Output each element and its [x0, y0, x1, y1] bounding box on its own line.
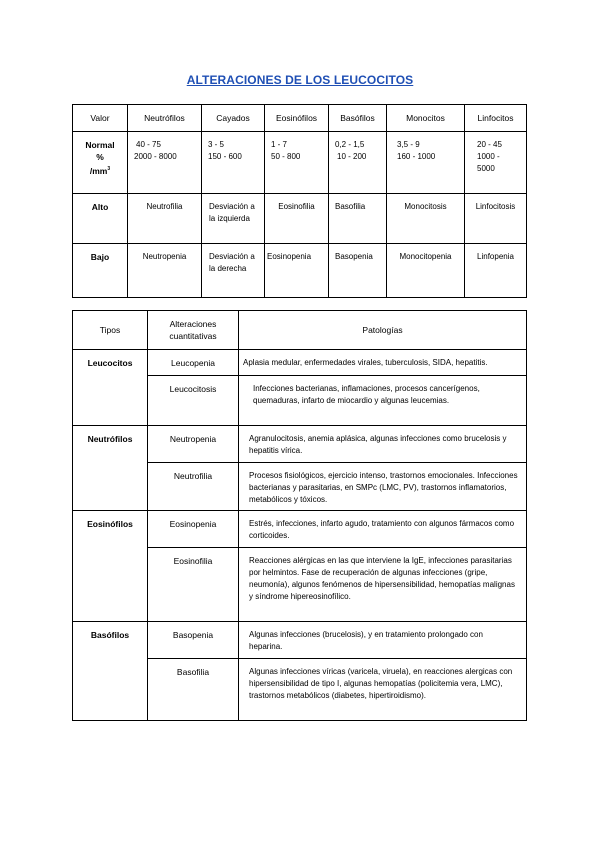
type-cell: [73, 376, 148, 426]
alteration-cell: Basofilia: [148, 659, 239, 721]
column-header: Neutrófilos: [128, 105, 202, 132]
type-cell: [73, 463, 148, 511]
alteration-cell: Neutrofilia: [148, 463, 239, 511]
type-cell: [73, 659, 148, 721]
cell-monocitos-normal: 3,5 - 9 160 - 1000: [387, 132, 465, 194]
cell-basofilos-normal: 0,2 - 1,5 10 - 200: [329, 132, 387, 194]
cell-neutrofilos-bajo: Neutropenia: [128, 244, 202, 298]
table-row: [73, 659, 527, 721]
alteration-cell: Eosinofilia: [148, 548, 239, 622]
pathology-cell: Reacciones alérgicas en las que interviene la IgE, infecciones parasitarias por helmintos. Fase de recuperación de algunas infecciones (gripe, neumonía), algunos fenómenos de hipersensibilidad, hemopatías malignas y síndrome hipereosinofílico.: [239, 548, 527, 622]
row-label-line: $/mm^3$: [89, 165, 111, 176]
column-header: Eosinófilos: [265, 105, 329, 132]
column-header: Monocitos: [387, 105, 465, 132]
table-row-normal: [73, 132, 527, 194]
table-row: [73, 376, 527, 426]
reference-values-table: [72, 104, 527, 298]
column-header: Basófilos: [329, 105, 387, 132]
page-title: ALTERACIONES DE LOS LEUCOCITOS: [186, 73, 414, 87]
cell-monocitos-alto: Monocitosis: [387, 194, 465, 244]
cell-eosinofilos-normal: 1 - 7 50 - 800: [265, 132, 329, 194]
column-header-patologias: Patologías: [239, 311, 527, 350]
cell-neutrofilos-alto: Neutrofilia: [128, 194, 202, 244]
pathology-cell: Procesos fisiológicos, ejercicio intenso, trastornos emocionales. Infecciones bacterianas y parasitarias, en SMPc (LMC, PV), trastornos inflamatorios, metabólicos y tóxicos.: [239, 463, 527, 511]
pathology-cell: Infecciones bacterianas, inflamaciones, procesos cancerígenos, quemaduras, infarto de miocardio y algunas leucemias.: [239, 376, 527, 426]
table-row-alto: [73, 194, 527, 244]
column-header: Valor: [73, 105, 128, 132]
cell-cayados-bajo: Desviación a la derecha: [202, 244, 265, 298]
cell-linfocitos-bajo: Linfopenia: [465, 244, 527, 298]
row-label-bajo: Bajo: [73, 244, 128, 298]
cell-neutrofilos-normal: 40 - 75 2000 - 8000: [128, 132, 202, 194]
type-cell: [73, 548, 148, 622]
cell-basofilos-bajo: Basopenia: [329, 244, 387, 298]
alteration-cell: Basopenia: [148, 622, 239, 659]
pathology-cell: Aplasia medular, enfermedades virales, tuberculosis, SIDA, hepatitis.: [239, 350, 527, 376]
table-row: [73, 463, 527, 511]
table-row: [73, 622, 527, 659]
column-header: Linfocitos: [465, 105, 527, 132]
table-header-row: [73, 311, 527, 350]
alteration-cell: Leucopenia: [148, 350, 239, 376]
row-label-normal: [73, 132, 128, 194]
pathologies-table: [72, 310, 527, 721]
pathology-cell: Estrés, infecciones, infarto agudo, tratamiento con algunos fármacos como corticoides.: [239, 511, 527, 548]
column-header-tipos: Tipos: [73, 311, 148, 350]
cell-eosinofilos-alto: Eosinofilia: [265, 194, 329, 244]
pathology-cell: Algunas infecciones (brucelosis), y en tratamiento prolongado con heparina.: [239, 622, 527, 659]
table-row-bajo: [73, 244, 527, 298]
column-header: Cayados: [202, 105, 265, 132]
type-cell: Neutrófilos: [73, 426, 148, 463]
column-header-alteraciones: Alteraciones cuantitativas: [148, 311, 239, 350]
type-cell: Basófilos: [73, 622, 148, 659]
alteration-cell: Eosinopenia: [148, 511, 239, 548]
cell-basofilos-alto: Basofilia: [329, 194, 387, 244]
table-row: [73, 511, 527, 548]
cell-cayados-normal: 3 - 5 150 - 600: [202, 132, 265, 194]
table-row: [73, 426, 527, 463]
type-cell: Eosinófilos: [73, 511, 148, 548]
cell-cayados-alto: Desviación a la izquierda: [202, 194, 265, 244]
table-row: [73, 548, 527, 622]
type-cell: Leucocitos: [73, 350, 148, 376]
pathology-cell: Algunas infecciones víricas (varicela, viruela), en reacciones alergicas con hipersensibilidad de tipo I, algunas hemopatías (policitemia vera, LMC), trastornos metabólicos (diabetes, hipertiroidismo).: [239, 659, 527, 721]
row-label-line: Normal: [85, 140, 115, 150]
table-header-row: [73, 105, 527, 132]
row-label-alto: Alto: [73, 194, 128, 244]
alteration-cell: Leucocitosis: [148, 376, 239, 426]
pathology-cell: Agranulocitosis, anemia aplásica, algunas infecciones como brucelosis y hepatitis vírica.: [239, 426, 527, 463]
row-label-line: %: [96, 152, 104, 162]
alteration-cell: Neutropenia: [148, 426, 239, 463]
cell-linfocitos-alto: Linfocitosis: [465, 194, 527, 244]
cell-linfocitos-normal: 20 - 45 1000 - 5000: [465, 132, 527, 194]
cell-eosinofilos-bajo: Eosinopenia: [265, 244, 329, 298]
table-row: [73, 350, 527, 376]
cell-monocitos-bajo: Monocitopenia: [387, 244, 465, 298]
